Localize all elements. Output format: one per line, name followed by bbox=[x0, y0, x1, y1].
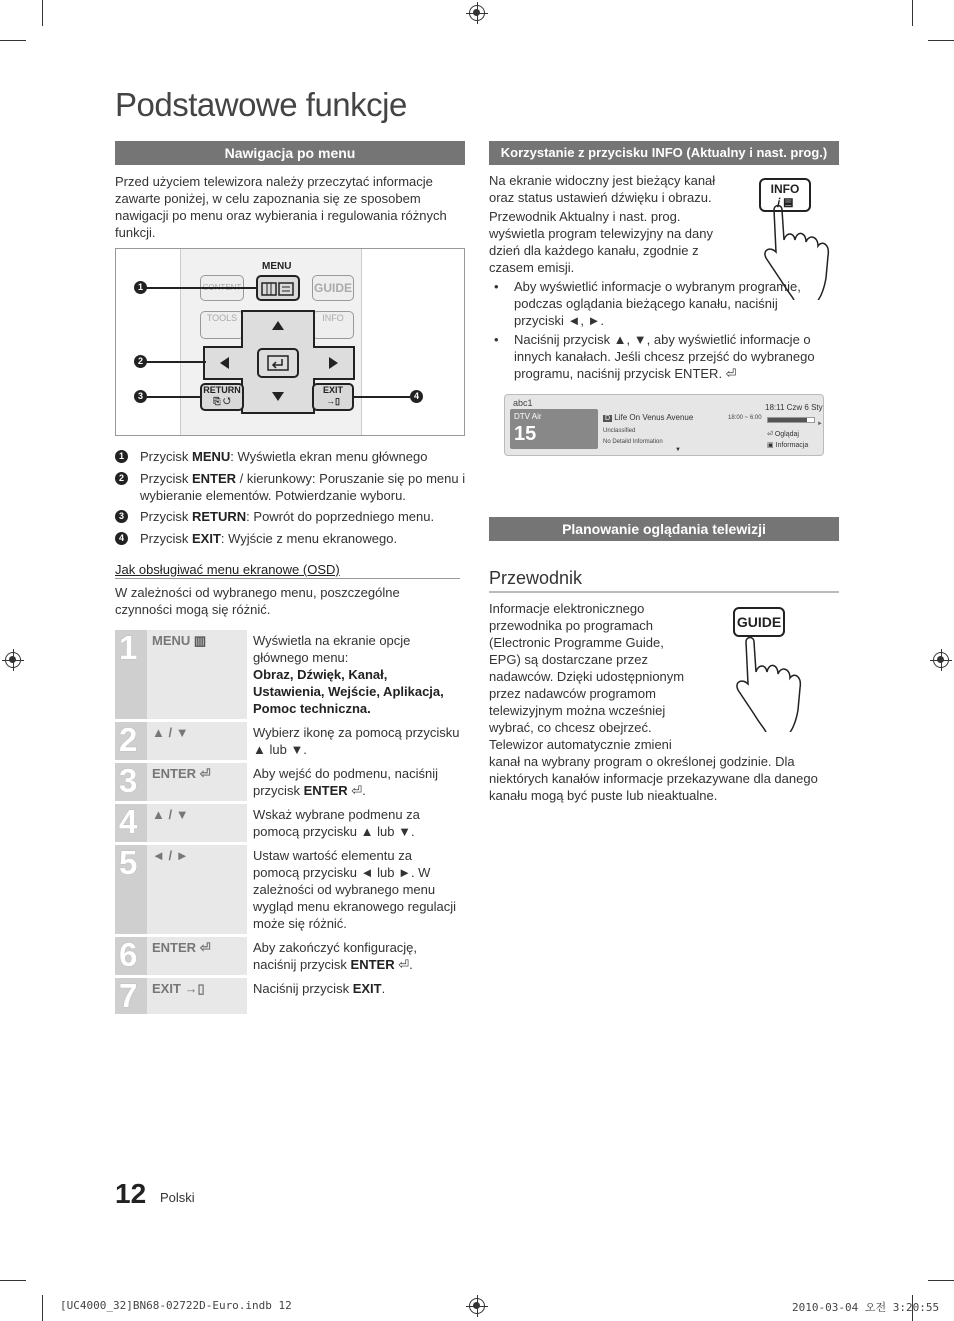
registration-mark-icon bbox=[5, 652, 21, 668]
schedule-section-header: Planowanie oglądania telewizji bbox=[489, 517, 839, 541]
info-section-header: Korzystanie z przycisku INFO (Aktualny i nast. prog.) bbox=[489, 141, 839, 165]
callout-line bbox=[146, 396, 200, 398]
osd-channel-number: 15 bbox=[514, 423, 537, 445]
osd-intro: W zależności od wybranego menu, poszczególne czynności mogą się różnić. bbox=[115, 585, 400, 617]
osd-channel-box: DTV Air 15 bbox=[510, 409, 598, 449]
crop-mark bbox=[42, 0, 43, 26]
info-button: INFO bbox=[312, 311, 354, 339]
registration-mark-icon bbox=[469, 1298, 485, 1314]
table-row: 5 ◄ / ► Ustaw wartość elementu za pomocą przycisku ◄ lub ►. W zależności od wybranego menu wygląd menu ekranowego regulacji może się różnić. bbox=[115, 845, 465, 934]
down-arrow-icon: ▼ bbox=[675, 447, 681, 453]
language-label: Polski bbox=[160, 1190, 195, 1205]
crop-mark bbox=[928, 1280, 954, 1281]
table-row: 3 ENTER ⏎ Aby wejść do podmenu, naciśnij przycisk ENTER ⏎. bbox=[115, 763, 465, 801]
osd-subtitle: Jak obsługiwać menu ekranowe (OSD) bbox=[115, 562, 340, 577]
exit-icon: →▯ bbox=[184, 981, 205, 996]
print-footer-right: 2010-03-04 오전 3:20:55 bbox=[792, 1301, 940, 1314]
guide-button: GUIDE bbox=[312, 275, 354, 301]
crop-mark bbox=[42, 1295, 43, 1321]
page-title: Podstawowe funkcje bbox=[115, 86, 407, 123]
crop-mark bbox=[0, 1280, 26, 1281]
crop-mark bbox=[928, 40, 954, 41]
table-row: 2 ▲ / ▼ Wybierz ikonę za pomocą przycisku ▲ lub ▼. bbox=[115, 722, 465, 760]
divider bbox=[489, 591, 839, 593]
osd-info-screen: abc1 DTV Air 15 D Life On Venus Avenue Unclassified No Detaild Information 18:11 Czw 6 Sty 18:00 ~ 6:00 ⏎ Oglądaj ▣ Informacja ▼ ► bbox=[504, 394, 824, 456]
info-text: Na ekranie widoczny jest bieżący kanał oraz status ustawień dźwięku i obrazu. Przewodnik Aktualny i nast. prog. wyświetla program telewizyjny na dany dzień dla każdego kanału, zgodnie z czasem emisji. bbox=[489, 173, 716, 275]
exit-button: EXIT →▯ bbox=[312, 383, 354, 411]
nav-section-header: Nawigacja po menu bbox=[115, 141, 465, 165]
table-row: 4 ▲ / ▼ Wskaż wybrane podmenu za pomocą przycisku ▲ lub ▼. bbox=[115, 804, 465, 842]
divider bbox=[115, 578, 460, 579]
callout-3: 3 bbox=[134, 390, 147, 403]
menu-button bbox=[256, 275, 300, 301]
nav-intro: Przed użyciem telewizora należy przeczytać informacje zawarte poniżej, w celu zapoznania się ze sposobem nawigacji po menu oraz wybierania i regulowania różnych funkcji. bbox=[115, 174, 447, 240]
guide-key-icon: GUIDE bbox=[733, 607, 785, 637]
print-footer-left: [UC4000_32]BN68-02722D-Euro.indb 12 bbox=[60, 1299, 292, 1312]
guide-text: Informacje elektronicznego przewodnika po programach (Electronic Programme Guide, EPG) są dostarczane przez nadawców. Dzięki udostępnionym przez nadawców programom telewizyjnym można wcześniej wybrać, co chcesz obejrzeć. Telewizor automatycznie zmieni kanał na wybrany program o określonej godzinie. Dla niektórych kanałów informacje przekazywane dla danego kanału mogą być puste lub nieaktualne. bbox=[489, 601, 818, 803]
osd-channel-name: abc1 bbox=[513, 398, 533, 408]
callout-4: 4 bbox=[410, 390, 423, 403]
osd-program-title: D Life On Venus Avenue bbox=[605, 413, 694, 422]
callout-2: 2 bbox=[134, 355, 147, 368]
table-row: 1 MENU ▥ Wyświetla na ekranie opcje głównego menu: Obraz, Dźwięk, Kanał, Ustawienia, Wejście, Aplikacja, Pomoc techniczna. bbox=[115, 630, 465, 719]
tools-button: TOOLS bbox=[200, 311, 244, 339]
osd-clock: 18:11 Czw 6 Sty bbox=[765, 403, 823, 412]
enter-icon: ⏎ bbox=[199, 766, 211, 781]
table-row: 7 EXIT →▯ Naciśnij przycisk EXIT. bbox=[115, 978, 465, 1014]
crop-mark bbox=[0, 40, 26, 41]
callout-1: 1 bbox=[134, 281, 147, 294]
hand-pointing-icon bbox=[732, 632, 812, 732]
steps-table bbox=[115, 627, 465, 1017]
table-row: 6 ENTER ⏎ Aby zakończyć konfigurację, naciśnij przycisk ENTER ⏎. bbox=[115, 937, 465, 975]
menu-icon bbox=[260, 280, 296, 298]
osd-progress-bar bbox=[767, 417, 815, 423]
crop-mark bbox=[912, 0, 913, 26]
callout-line bbox=[146, 361, 206, 363]
menu-label: MENU bbox=[262, 261, 292, 272]
enter-icon: ⏎ bbox=[199, 940, 211, 955]
registration-mark-icon bbox=[469, 5, 485, 21]
registration-mark-icon bbox=[933, 652, 949, 668]
remote-illustration bbox=[115, 248, 465, 436]
callout-line bbox=[146, 287, 256, 289]
info-key-icon: INFO 𝑖 ▤ bbox=[759, 178, 811, 212]
callout-line bbox=[354, 396, 410, 398]
right-arrow-icon: ► bbox=[817, 421, 823, 427]
page-number: 12 bbox=[115, 1178, 147, 1209]
return-button: RETURN ⎘ ↺ bbox=[200, 383, 244, 411]
guide-title: Przewodnik bbox=[489, 568, 583, 588]
